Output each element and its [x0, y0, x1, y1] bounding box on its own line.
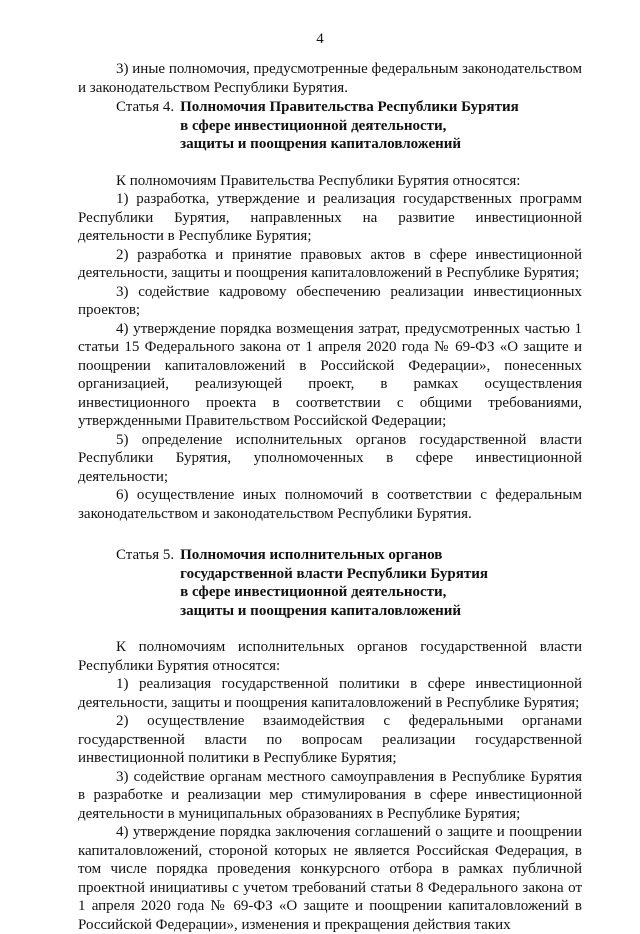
- article-4-lead: К полномочиям Правительства Республики Бурятия относятся:: [116, 172, 521, 189]
- article-4-title-line: Полномочия Правительства Республики Бурятия: [180, 99, 519, 115]
- spacer: [78, 154, 582, 172]
- article-4-title: [174, 98, 519, 154]
- intro-item: 3) иные полномочия, предусмотренные федеральным законодательством и законодательством Республики Бурятия.: [78, 61, 582, 96]
- article-5-title-line: защиты и поощрения капиталовложений: [180, 602, 462, 619]
- article-4-item: 4) утверждение порядка возмещения затрат, предусмотренных частью 1 статьи 15 Федерального закона от 1 апреля 2020 года № 69-ФЗ «О защите и поощрении капиталовложений в Российской Федерации», понесенных организацией, реализующей проект, в рамках осуществления инвестиционного проекта в соответствии с общими требованиями, утвержденными Правительством Российской Федерации;: [78, 320, 582, 429]
- article-4-item: 3) содействие кадровому обеспечению реализации инвестиционных проектов;: [78, 283, 582, 318]
- article-4-item: 2) разработка и принятие правовых актов в сфере инвестиционной деятельности, защиты и поощрения капиталовложений в Республике Бурятия;: [78, 246, 582, 281]
- article-4-number: Статья 4.: [116, 99, 175, 115]
- page-number: 4: [316, 31, 324, 47]
- document-body: [78, 60, 582, 934]
- article-4-title-line: защиты и поощрения капиталовложений: [180, 136, 462, 152]
- article-4-item: 5) определение исполнительных органов государственной власти Республики Бурятия, уполномоченных в сфере инвестиционной деятельности;: [78, 431, 582, 485]
- spacer: [78, 620, 582, 638]
- article-5-item: 1) реализация государственной политики в сфере инвестиционной деятельности, защиты и поощрения капиталовложений в Республике Бурятия;: [78, 676, 582, 711]
- article-5-item: 3) содействие органам местного самоуправления в Республике Бурятия в разработке и реализации мер стимулирования в сфере инвестиционной деятельности в муниципальных образованиях в Республике Бурятия;: [78, 768, 582, 822]
- article-4-title-line: в сфере инвестиционной деятельности,: [180, 117, 447, 134]
- article-5-item: 2) осуществление взаимодействия с федеральными органами государственной власти по вопросам реализации государственной инвестиционной политики в Республике Бурятия;: [78, 713, 582, 766]
- article-5-title-line: Полномочия исполнительных органов: [180, 547, 443, 563]
- article-5-title-line: государственной власти Республики Бурятия: [180, 565, 488, 582]
- article-5-heading: [78, 546, 582, 620]
- article-4-heading: [78, 98, 582, 154]
- article-5-title-line: в сфере инвестиционной деятельности,: [180, 584, 447, 600]
- article-4-item: 1) разработка, утверждение и реализация государственных программ Республики Бурятия, направленных на развитие инвестиционной деятельности в Республике Бурятия;: [78, 191, 582, 244]
- article-5-number: Статья 5.: [116, 547, 175, 563]
- article-5-item: 4) утверждение порядка заключения соглашений о защите и поощрении капиталовложений, стороной которых не является Российская Федерация, в том числе порядка проведения конкурсного отбора в рамках публичной проектной инициативы с учетом требований статьи 8 Федерального закона от 1 апреля 2020 года № 69-ФЗ «О защите и поощрении капиталовложений в Российской Федерации», изменения и прекращения действия таких: [78, 824, 582, 933]
- article-5-title: [174, 546, 488, 620]
- article-4-item: 6) осуществление иных полномочий в соответствии с федеральным законодательством и законодательством Республики Бурятия.: [78, 487, 582, 522]
- article-5-lead: К полномочиям исполнительных органов государственной власти Республики Бурятия относятся:: [78, 639, 582, 674]
